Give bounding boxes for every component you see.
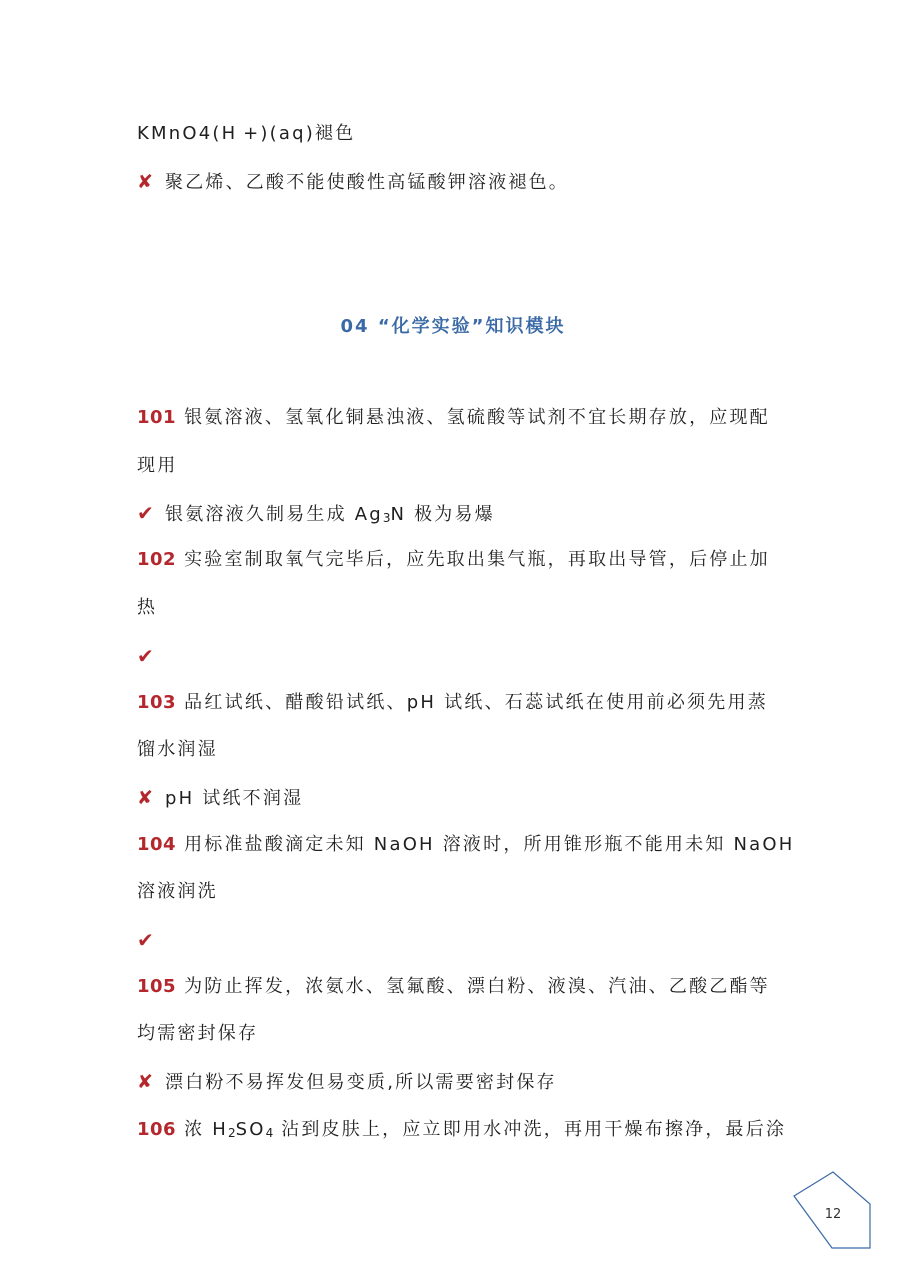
question-number: 102 [137, 549, 177, 570]
question-104-line-1 [137, 832, 795, 858]
check-mark-icon: ✔ [137, 928, 156, 952]
question-number: 105 [137, 976, 177, 997]
question-text: 银氨溶液、氢氧化铜悬浊液、氢硫酸等试剂不宜长期存放，应现配 [184, 407, 770, 428]
question-text: 用标准盐酸滴定未知 NaOH 溶液时，所用锥形瓶不能用未知 NaOH [184, 834, 795, 855]
answer-note: 银氨溶液久制易生成 Ag3N 极为易爆 [165, 504, 495, 525]
question-105-line-1 [137, 974, 768, 1000]
question-text: 实验室制取氧气完毕后，应先取出集气瓶，再取出导管，后停止加 [184, 549, 770, 570]
answer-103 [137, 785, 768, 812]
question-number: 104 [137, 834, 177, 855]
note-line [137, 169, 768, 196]
answer-note: pH 试纸不润湿 [165, 788, 304, 809]
question-101-line-2: 现用 [137, 455, 178, 476]
question-102-line-2: 热 [137, 597, 158, 618]
question-103-line-1 [137, 690, 768, 716]
answer-101 [137, 500, 768, 531]
formula-line: KMnO4(H +)(aq)褪色 [137, 123, 356, 144]
question-106-line-1 [137, 1117, 787, 1146]
answer-105 [137, 1069, 768, 1096]
section-title: 04 “化学实验”知识模块 [340, 316, 566, 337]
question-102-line-1 [137, 547, 768, 573]
check-mark-icon: ✔ [137, 644, 156, 668]
check-mark-icon: ✔ [137, 501, 156, 525]
note-text: 聚乙烯、乙酸不能使酸性高锰酸钾溶液褪色。 [165, 172, 569, 193]
cross-mark-icon: ✘ [137, 787, 156, 809]
question-text: 浓 H2SO4 沾到皮肤上，应立即用水冲洗，再用干燥布擦净，最后涂 [184, 1119, 787, 1140]
question-number: 106 [137, 1119, 177, 1140]
question-104-line-2: 溶液润洗 [137, 881, 218, 902]
page-number: 12 [824, 1207, 842, 1222]
answer-104 [137, 927, 768, 955]
question-number: 101 [137, 407, 177, 428]
question-text: 品红试纸、醋酸铅试纸、pH 试纸、石蕊试纸在使用前必须先用蒸 [184, 692, 768, 713]
cross-mark-icon: ✘ [137, 1071, 156, 1093]
answer-102 [137, 643, 768, 671]
answer-note: 漂白粉不易挥发但易变质,所以需要密封保存 [165, 1072, 557, 1093]
cross-mark-icon: ✘ [137, 171, 156, 193]
question-101-line-1 [137, 405, 768, 431]
question-103-line-2: 馏水润湿 [137, 739, 218, 760]
question-text: 为防止挥发，浓氨水、氢氟酸、漂白粉、液溴、汽油、乙酸乙酯等 [184, 976, 770, 997]
question-105-line-2: 均需密封保存 [137, 1023, 259, 1044]
question-number: 103 [137, 692, 177, 713]
